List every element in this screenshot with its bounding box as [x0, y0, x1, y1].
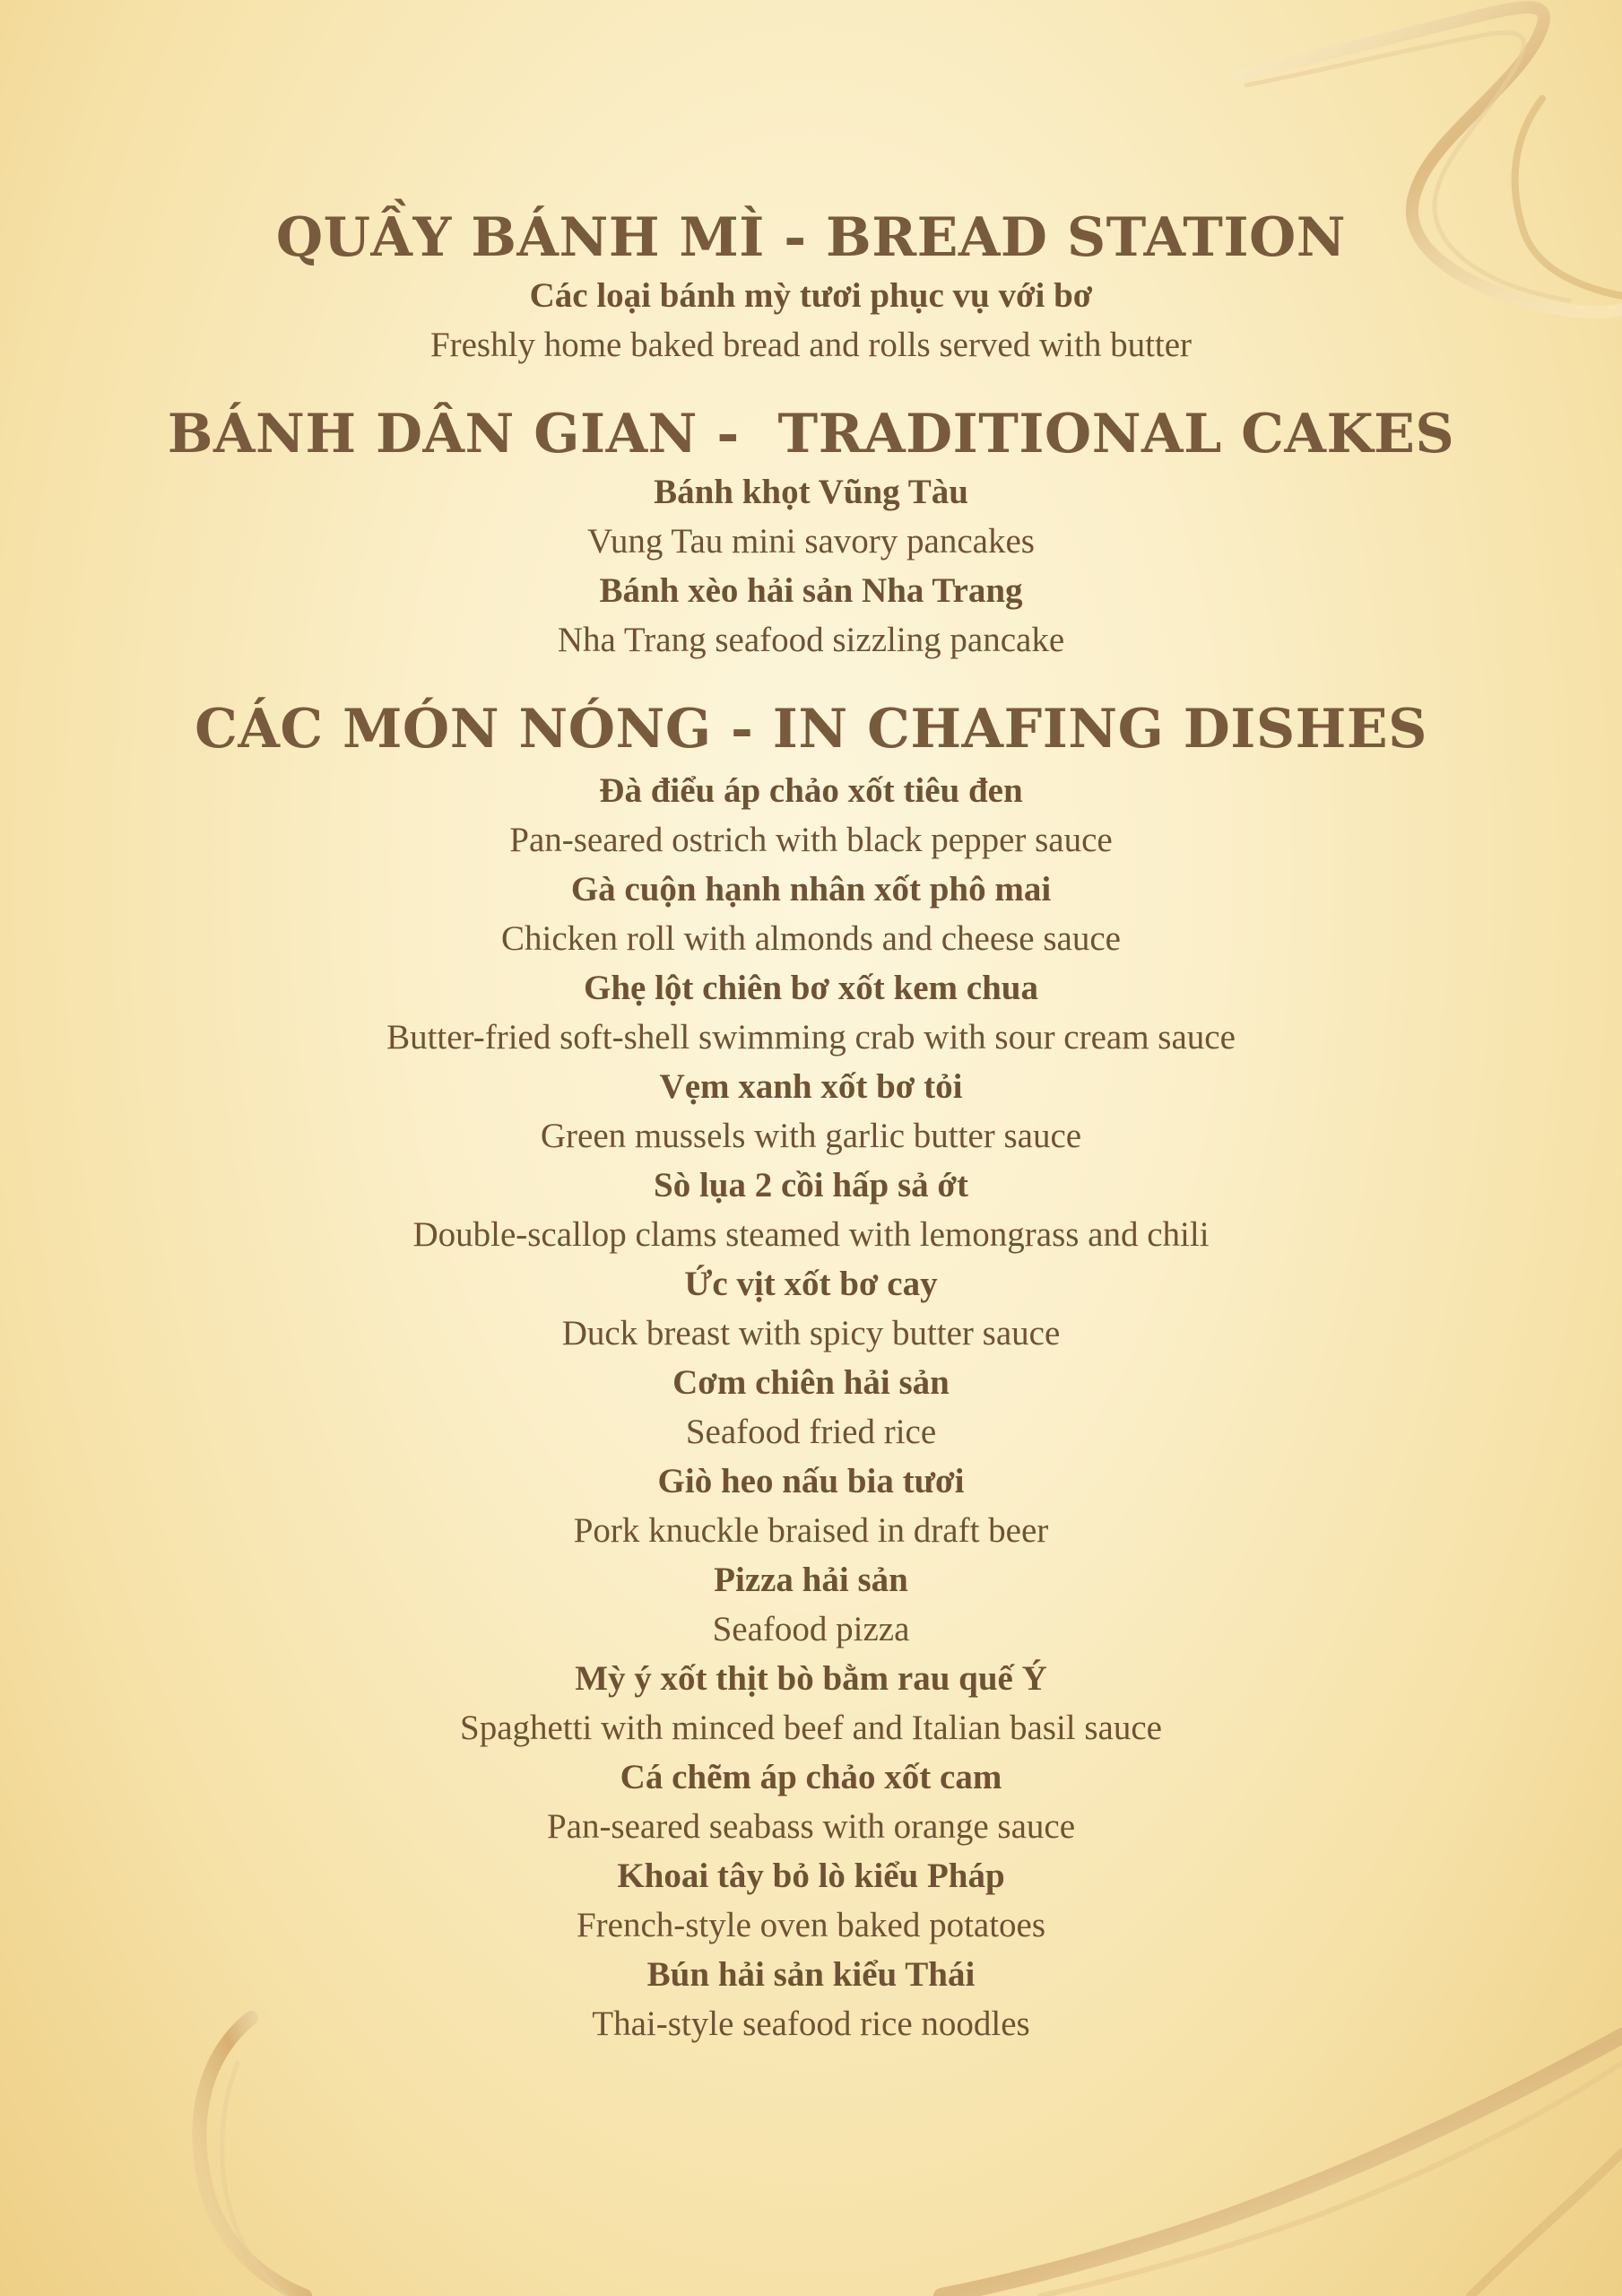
item-name-english: Nha Trang seafood sizzling pancake	[557, 621, 1065, 659]
section-title: BÁNH DÂN GIAN - TRADITIONAL CAKES	[167, 403, 1455, 465]
item-name-vietnamese: Sò lụa 2 cồi hấp sả ớt	[654, 1166, 968, 1205]
menu-item	[0, 1556, 1622, 1655]
menu-item	[0, 468, 1622, 567]
item-name-english: Green mussels with garlic butter sauce	[540, 1117, 1082, 1155]
menu-item	[0, 1655, 1622, 1753]
item-name-english: Thai-style seafood rice noodles	[592, 2005, 1030, 2043]
menu-item	[0, 1951, 1622, 2049]
menu-item	[0, 567, 1622, 665]
item-name-english: Butter-fried soft-shell swimming crab with sour cream sauce	[386, 1018, 1236, 1057]
item-name-vietnamese: Khoai tây bỏ lò kiểu Pháp	[617, 1857, 1005, 1895]
item-name-vietnamese: Ghẹ lột chiên bơ xốt kem chua	[584, 969, 1038, 1007]
menu-item	[0, 272, 1622, 370]
menu-item	[0, 1359, 1622, 1457]
item-name-english: Pan-seared seabass with orange sauce	[546, 1807, 1076, 1846]
item-name-english: Freshly home baked bread and rolls served with butter	[429, 326, 1193, 364]
item-name-english: Chicken roll with almonds and cheese sauce	[501, 919, 1121, 958]
menu-item	[0, 1161, 1622, 1260]
item-name-vietnamese: Đà điểu áp chảo xốt tiêu đen	[599, 771, 1023, 810]
menu-item	[0, 865, 1622, 964]
item-name-vietnamese: Pizza hải sản	[714, 1561, 908, 1599]
item-name-vietnamese: Các loại bánh mỳ tươi phục vụ với bơ	[529, 276, 1093, 315]
item-name-vietnamese: Giò heo nấu bia tươi	[657, 1462, 965, 1500]
menu-content	[0, 204, 1622, 2080]
item-name-vietnamese: Bánh khọt Vũng Tàu	[654, 473, 968, 511]
section-traditional-cakes	[0, 401, 1622, 665]
menu-item	[0, 767, 1622, 865]
item-name-vietnamese: Bún hải sản kiểu Thái	[646, 1955, 976, 1994]
item-name-vietnamese: Bánh xèo hải sản Nha Trang	[599, 571, 1023, 610]
section-bread-station	[0, 204, 1622, 370]
section-chafing-dishes	[0, 696, 1622, 2049]
menu-item	[0, 1260, 1622, 1359]
item-name-vietnamese: Gà cuộn hạnh nhân xốt phô mai	[570, 870, 1052, 909]
section-title: QUẦY BÁNH MÌ - BREAD STATION	[275, 206, 1347, 269]
item-name-english: Spaghetti with minced beef and Italian basil sauce	[460, 1709, 1162, 1747]
item-name-vietnamese: Cá chẽm áp chảo xốt cam	[620, 1758, 1002, 1796]
item-name-vietnamese: Vẹm xanh xốt bơ tỏi	[659, 1067, 963, 1106]
item-name-english: Double-scallop clams steamed with lemongrass and chili	[412, 1215, 1210, 1254]
menu-item	[0, 1753, 1622, 1852]
item-name-english: Vung Tau mini savory pancakes	[587, 522, 1035, 561]
item-name-vietnamese: Ức vịt xốt bơ cay	[684, 1265, 938, 1303]
item-name-english: Duck breast with spicy butter sauce	[561, 1314, 1061, 1352]
item-name-english: Seafood fried rice	[685, 1413, 937, 1451]
menu-item	[0, 1063, 1622, 1161]
item-name-vietnamese: Cơm chiên hải sản	[672, 1363, 950, 1402]
item-name-english: Seafood pizza	[712, 1610, 910, 1648]
menu-item	[0, 964, 1622, 1063]
item-name-english: French-style oven baked potatoes	[576, 1906, 1046, 1944]
section-title: CÁC MÓN NÓNG - IN CHAFING DISHES	[195, 698, 1427, 761]
item-name-english: Pork knuckle braised in draft beer	[573, 1511, 1049, 1550]
item-name-english: Pan-seared ostrich with black pepper sauce	[509, 821, 1113, 859]
menu-item	[0, 1852, 1622, 1951]
menu-item	[0, 1457, 1622, 1556]
item-name-vietnamese: Mỳ ý xốt thịt bò bằm rau quế Ý	[575, 1659, 1047, 1698]
